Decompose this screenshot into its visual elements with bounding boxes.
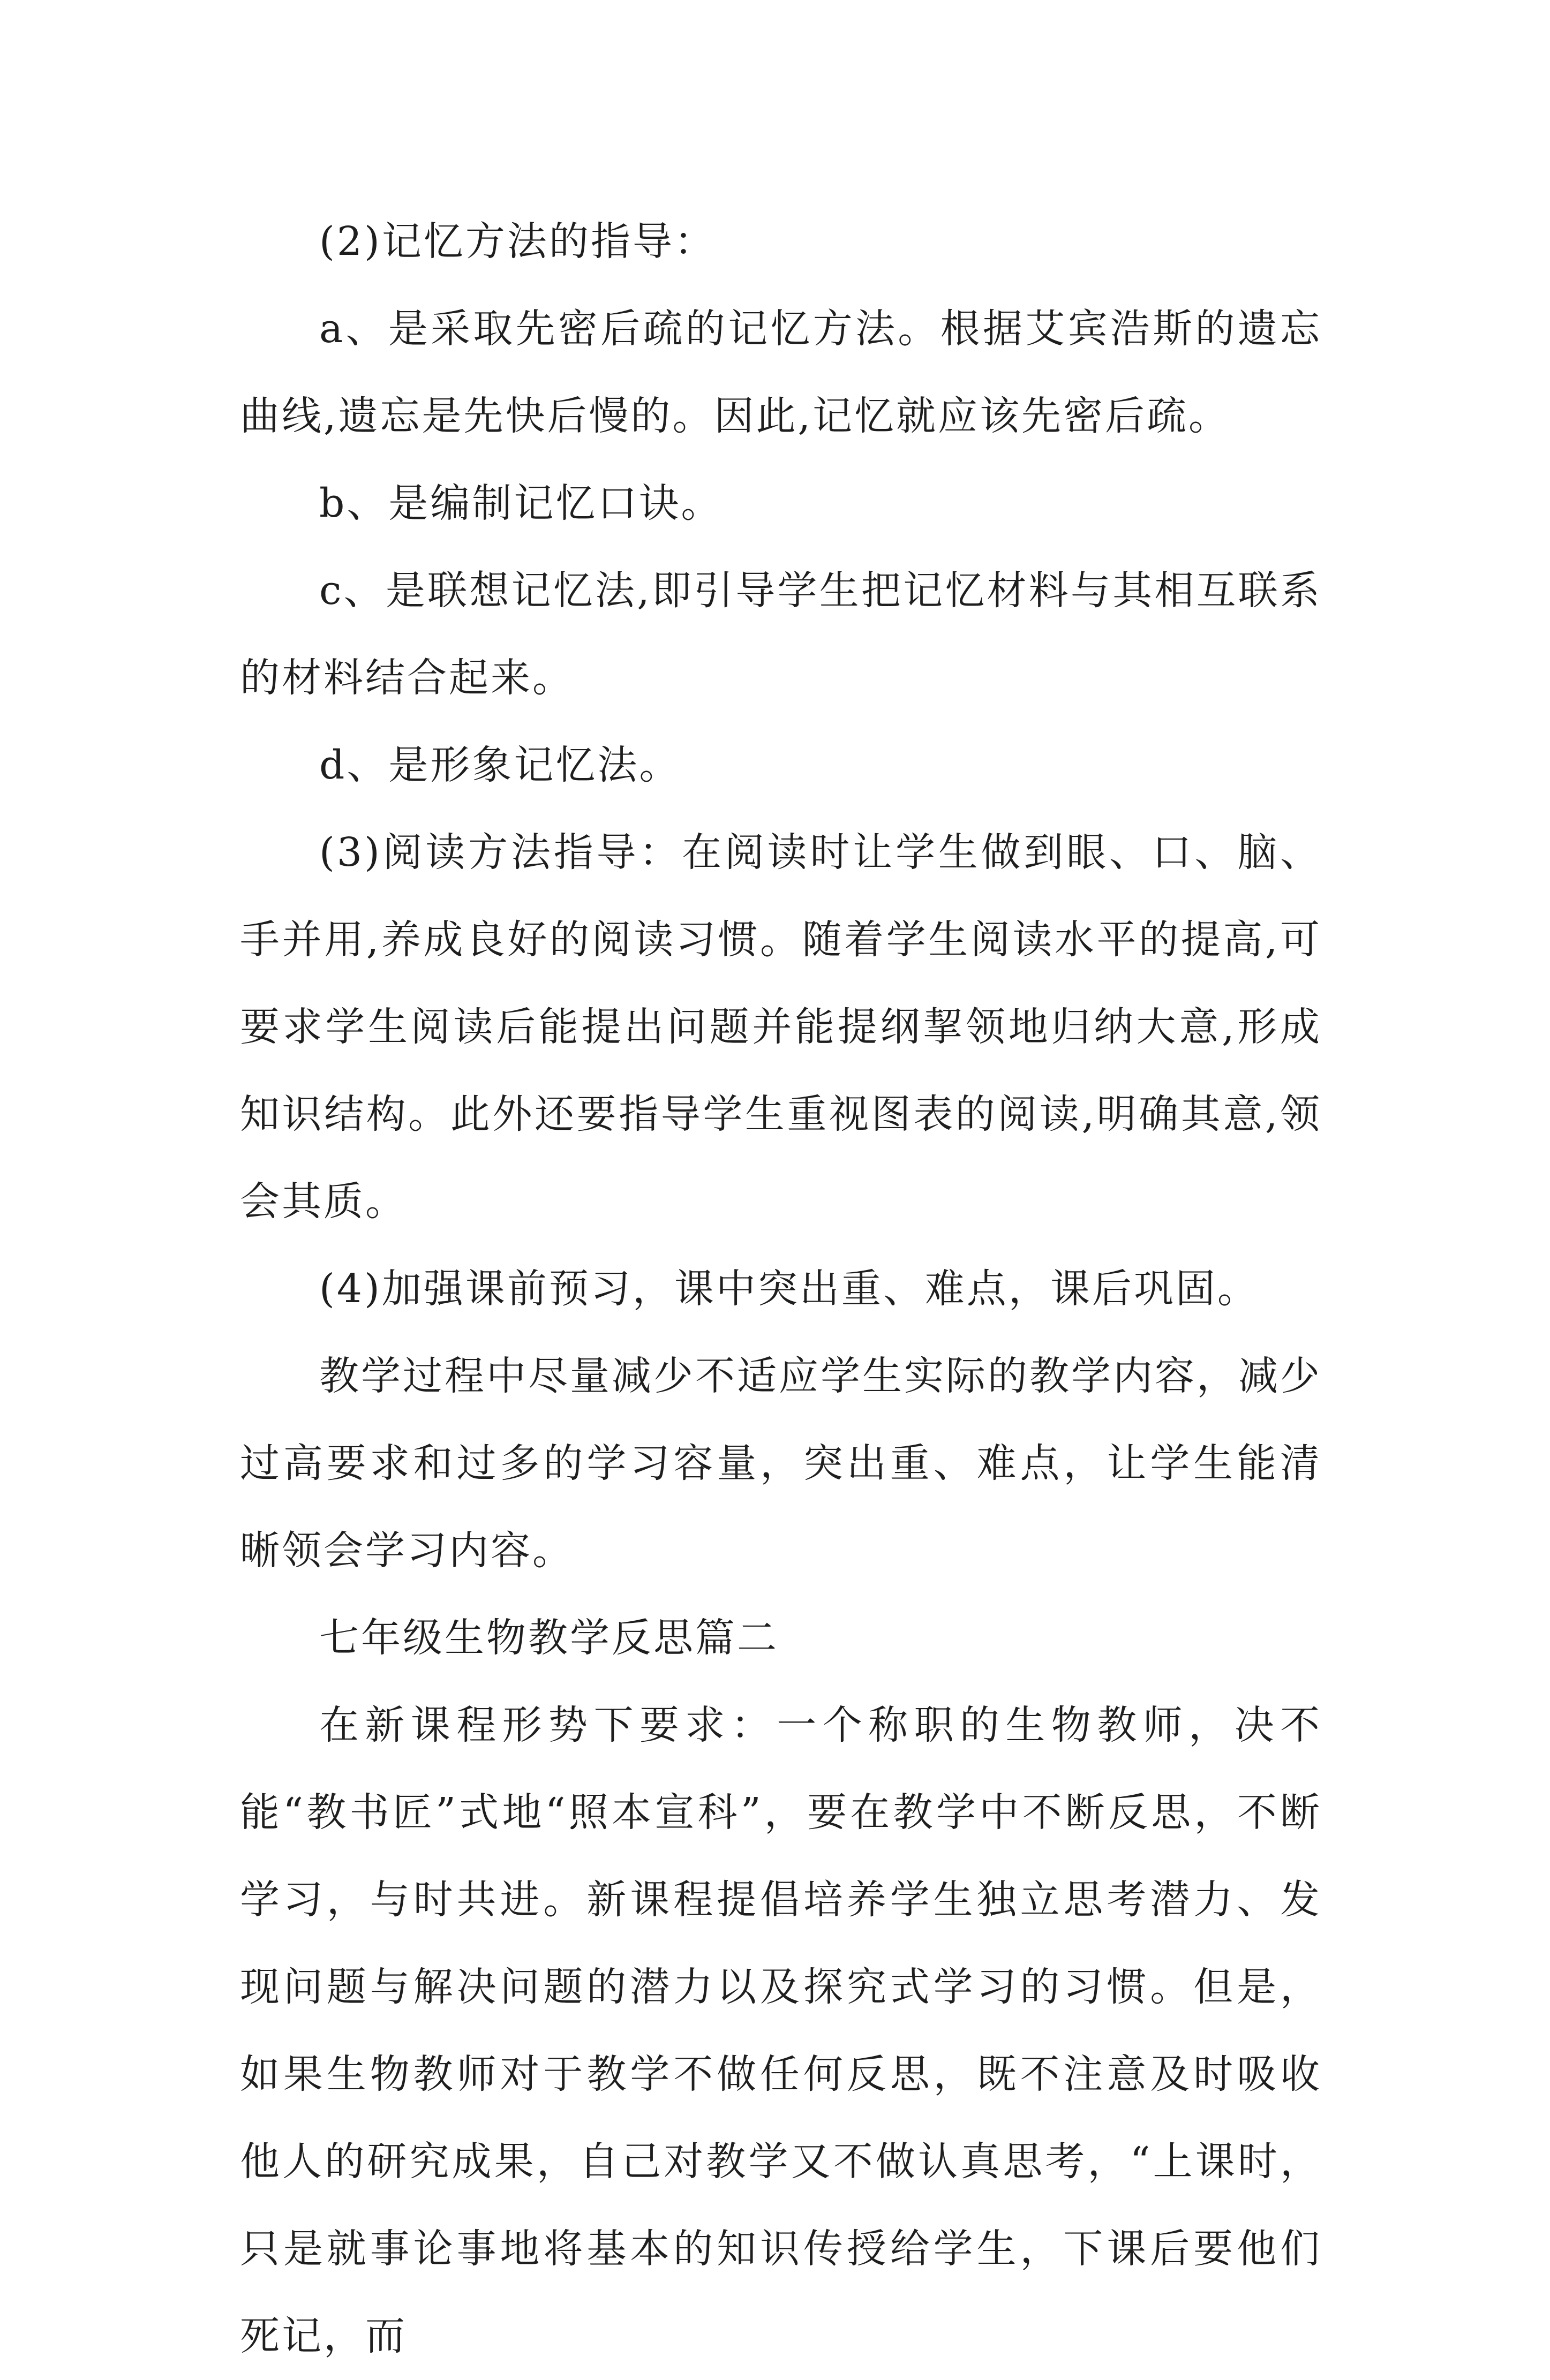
paragraph-memory-method-b: b、是编制记忆口诀。 bbox=[319, 480, 723, 526]
paragraph-teaching-process: 教学过程中尽量减少不适应学生实际的教学内容，减少过高要求和过多的学习容量，突出重、难点，让学生能清晰领会学习内容。 bbox=[240, 1353, 1322, 1574]
paragraph-preview-consolidate: (4)加强课前预习，课中突出重、难点，课后巩固。 bbox=[319, 1266, 1259, 1312]
paragraph-memory-method-d: d、是形象记忆法。 bbox=[319, 742, 681, 788]
section-title-part-two: 七年级生物教学反思篇二 bbox=[319, 1615, 779, 1661]
document-body bbox=[240, 198, 1322, 2380]
paragraph-memory-method-a: a、是采取先密后疏的记忆方法。根据艾宾浩斯的遗忘曲线,遗忘是先快后慢的。因此,记忆就应该先密后疏。 bbox=[240, 306, 1322, 439]
paragraph-reading-method: (3)阅读方法指导：在阅读时让学生做到眼、口、脑、手并用,养成良好的阅读习惯。随着学生阅读水平的提高,可要求学生阅读后能提出问题并能提纲挈领地归纳大意,形成知识结构。此外还要指导学生重视图表的阅读,明确其意,领会其质。 bbox=[240, 829, 1322, 1225]
paragraph-memory-method-heading: (2)记忆方法的指导： bbox=[319, 218, 716, 265]
paragraph-memory-method-c: c、是联想记忆法,即引导学生把记忆材料与其相互联系的材料结合起来。 bbox=[240, 568, 1322, 701]
paragraph-new-curriculum: 在新课程形势下要求：一个称职的生物教师，决不能“教书匠”式地“照本宣科”，要在教学中不断反思，不断学习，与时共进。新课程提倡培养学生独立思考潜力、发现问题与解决问题的潜力以及探究式学习的习惯。但是，如果生物教师对于教学不做任何反思，既不注意及时吸收他人的研究成果，自己对教学又不做认真思考，“上课时，只是就事论事地将基本的知识传授给学生，下课后要他们死记，而 bbox=[240, 1702, 1322, 2359]
